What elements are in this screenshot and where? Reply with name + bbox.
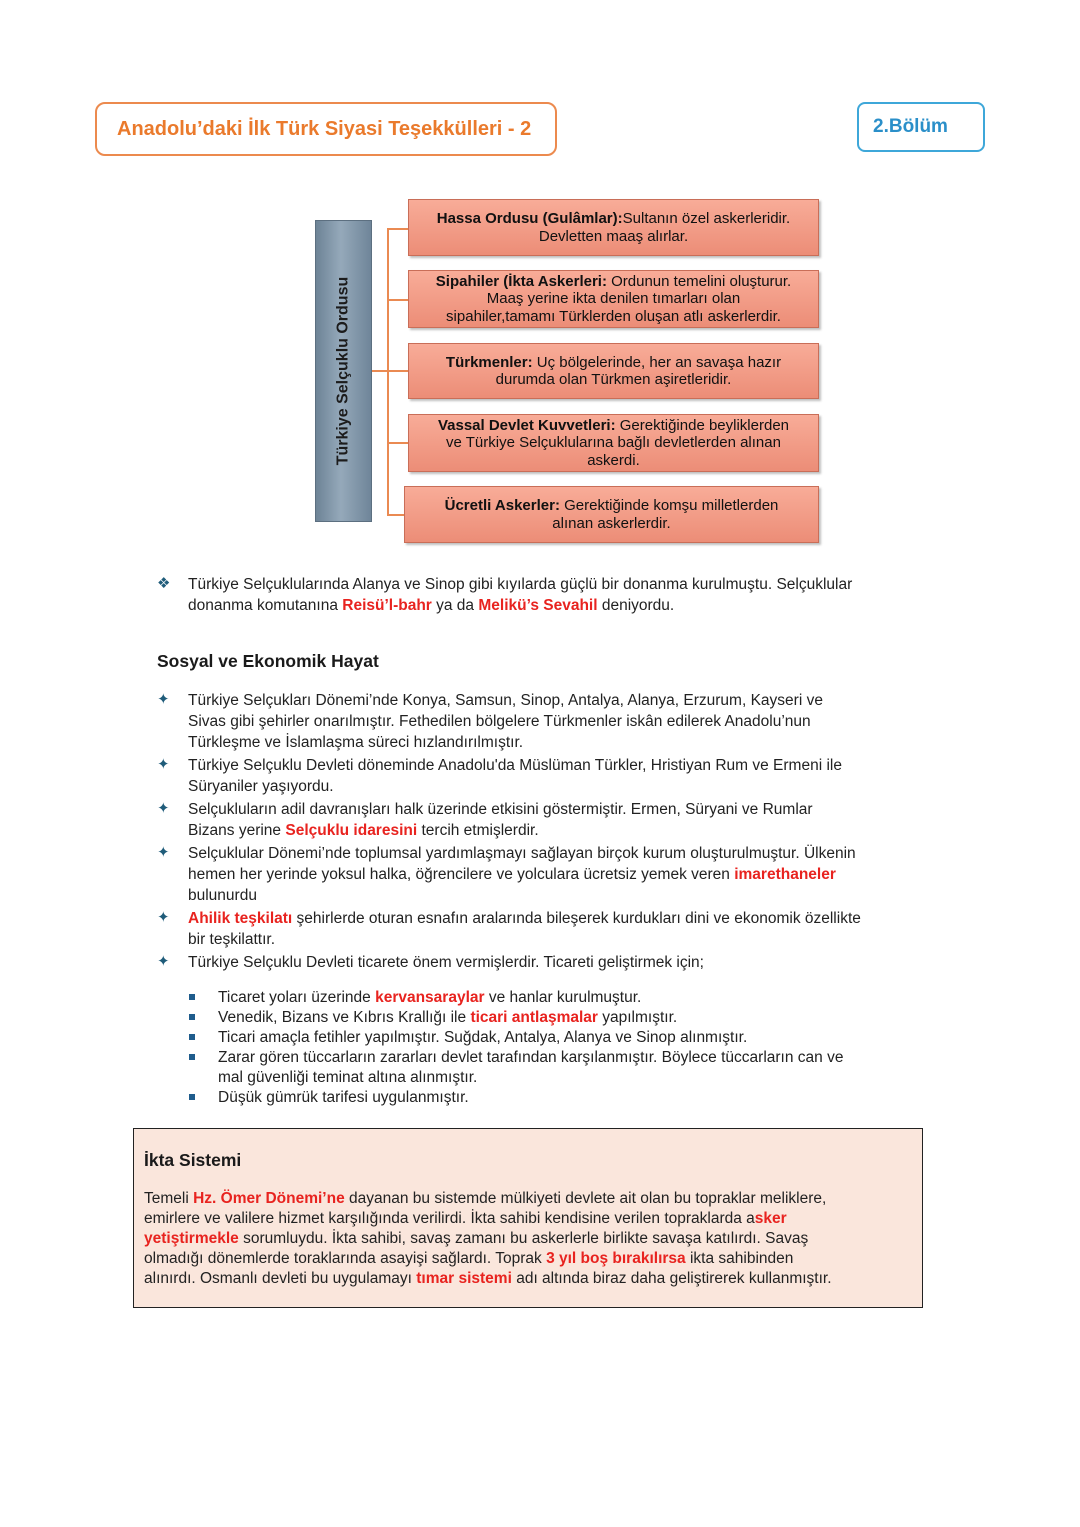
unit-desc: Devletten maaş alırlar. [538, 227, 689, 245]
unit-name: Hassa Ordusu (Gulâmlar): [436, 210, 623, 227]
trade-item: Ticaret yoları üzerinde kervansaraylar ve hanlar kurulmuştur. [218, 989, 642, 1006]
ikta-body: Temeli Hz. Ömer Dönemi’ne dayanan bu sistemde mülkiyeti devlete ait olan bu topraklar meliklere, emirlere ve valilere hizmet karşılığında verilirdi. İkta sahibi kendisine verilen topraklarda asker yetiştirmekle sorumluydu. İkta sahibi, savaş zamanı bu askerlerle birlikte savaşa katılırdı. Savaş olmadığı dönemlerde toraklarında asayişi sağlardı. Toprak 3 yıl boş bırakılırsa ikta sahibinden alınırdı. Osmanlı devleti bu uygulamayı tımar sistemi adı altında biraz daha geliştirerek kullanmıştır. [144, 1190, 832, 1287]
trade-item: Ticari amaçla fetihler yapılmıştır. Suğdak, Antalya, Alanya ve Sinop alınmıştır. [218, 1029, 748, 1046]
unit-desc: Gerektiğinde komşu milletlerden [559, 497, 779, 514]
army-unit-turkmenler [408, 343, 819, 399]
navy-paragraph: Türkiye Selçuklularında Alanya ve Sinop gibi kıyılarda güçlü bir donanma kurulmuştu. Selçuklular donanma komutanına Reisü’l-bahr ya da Melikü’s Sevahil deniyordu. [188, 576, 853, 614]
section-heading: Sosyal ve Ekonomik Hayat [157, 651, 379, 671]
trade-item: Zarar gören tüccarların zararları devlet tarafından karşılanmıştır. Böylece tüccarların can ve mal güvenliği teminat altına alınmıştır. [218, 1049, 844, 1086]
unit-desc: alınan askerlerdir. [552, 514, 671, 532]
unit-desc: Gerektiğinde beyliklerden [615, 416, 790, 434]
unit-name: Vassal Devlet Kuvvetleri: [437, 416, 616, 434]
trade-item: Düşük gümrük tarifesi uygulanmıştır. [218, 1089, 469, 1106]
square-bullet-icon [189, 994, 195, 1000]
square-bullet-icon [189, 1014, 195, 1020]
diamond-bullet-icon: ❖ [157, 575, 171, 592]
army-label-bar [315, 220, 372, 522]
square-bullet-icon [189, 1054, 195, 1060]
unit-name: Ücretli Askerler: [444, 497, 560, 514]
social-item: Türkiye Selçuklu Devleti döneminde Anadolu'da Müslüman Türkler, Hristiyan Rum ve Ermeni ile Süryaniler yaşıyordu. [188, 757, 842, 795]
section-label: 2.Bölüm [873, 116, 948, 137]
social-item: Selçuklular Dönemi’nde toplumsal yardımlaşmayı sağlayan birçok kurum oluşturulmuştur. Ülkenin hemen her yerinde yoksul halka, öğrencilere ve yolculara ücretsiz yemek veren imarethaneler bulunurdu [188, 845, 856, 904]
unit-desc: sipahiler,tamamı Türklerden oluşan atlı askerlerdir. [446, 307, 781, 325]
unit-desc: durumda olan Türkmen aşiretleridir. [495, 371, 732, 388]
page-title [95, 102, 557, 156]
square-bullet-icon [189, 1094, 195, 1100]
connector-branch-1 [387, 228, 408, 230]
ikta-title: İkta Sistemi [144, 1150, 242, 1170]
page-title-text: Anadolu’daki İlk Türk Siyasi Teşekkülleri - 2 [117, 117, 532, 140]
connector-branch-4 [387, 442, 408, 444]
unit-desc: Sultanın özel askerleridir. [622, 210, 791, 227]
unit-name: Sipahiler (İkta Askerleri: [435, 272, 607, 290]
connector-trunk [387, 228, 389, 516]
section-badge [857, 102, 985, 152]
unit-desc: Ordunun temelini oluşturur. [606, 272, 792, 290]
unit-desc: Uç bölgelerinde, her an savaşa hazır [532, 353, 782, 371]
social-item: Selçukluların adil davranışları halk üzerinde etkisini göstermiştir. Ermen, Süryani ve Rumlar Bizans yerine Selçuklu idaresini tercih etmişlerdir. [188, 801, 813, 839]
connector-branch-5 [387, 514, 404, 516]
star-bullet-icon: ✦ [157, 800, 170, 817]
star-bullet-icon: ✦ [157, 756, 170, 773]
unit-name: Türkmenler: [445, 353, 533, 371]
connector-stem [372, 370, 388, 372]
square-bullet-icon [189, 1034, 195, 1040]
social-item: Türkiye Selçuklu Devleti ticarete önem vermişlerdir. Ticareti geliştirmek için; [188, 954, 704, 971]
trade-item: Venedik, Bizans ve Kıbrıs Krallığı ile ticari antlaşmalar yapılmıştır. [218, 1009, 678, 1026]
army-unit-vassal [408, 414, 819, 472]
army-unit-sipahiler [408, 270, 819, 328]
connector-branch-2 [387, 299, 408, 301]
army-unit-hassa [408, 199, 819, 256]
social-item: Türkiye Selçukları Dönemi’nde Konya, Samsun, Sinop, Antalya, Alanya, Erzurum, Kayseri ve Sivas gibi şehirler onarılmıştır. Fethedilen bölgelere Türkmenler iskân edilerek Anadolu’nun Türkleşme ve İslamlaşma süreci hızlandırılmıştır. [188, 692, 823, 751]
ikta-info-box [133, 1128, 923, 1308]
star-bullet-icon: ✦ [157, 691, 170, 708]
unit-desc: ve Türkiye Selçuklularına bağlı devletlerden alınan [446, 434, 781, 452]
star-bullet-icon: ✦ [157, 953, 170, 970]
army-label: Türkiye Selçuklu Ordusu [334, 276, 352, 466]
army-unit-ucretli [404, 486, 819, 543]
connector-branch-3 [387, 370, 408, 372]
social-item: Ahilik teşkilatı şehirlerde oturan esnafın aralarında bileşerek kurdukları dini ve ekonomik özellikte bir teşkilattır. [188, 910, 861, 948]
star-bullet-icon: ✦ [157, 844, 170, 861]
unit-desc: Maaş yerine ikta denilen tımarları olan [486, 290, 741, 308]
unit-desc: askerdi. [587, 451, 640, 469]
star-bullet-icon: ✦ [157, 909, 170, 926]
